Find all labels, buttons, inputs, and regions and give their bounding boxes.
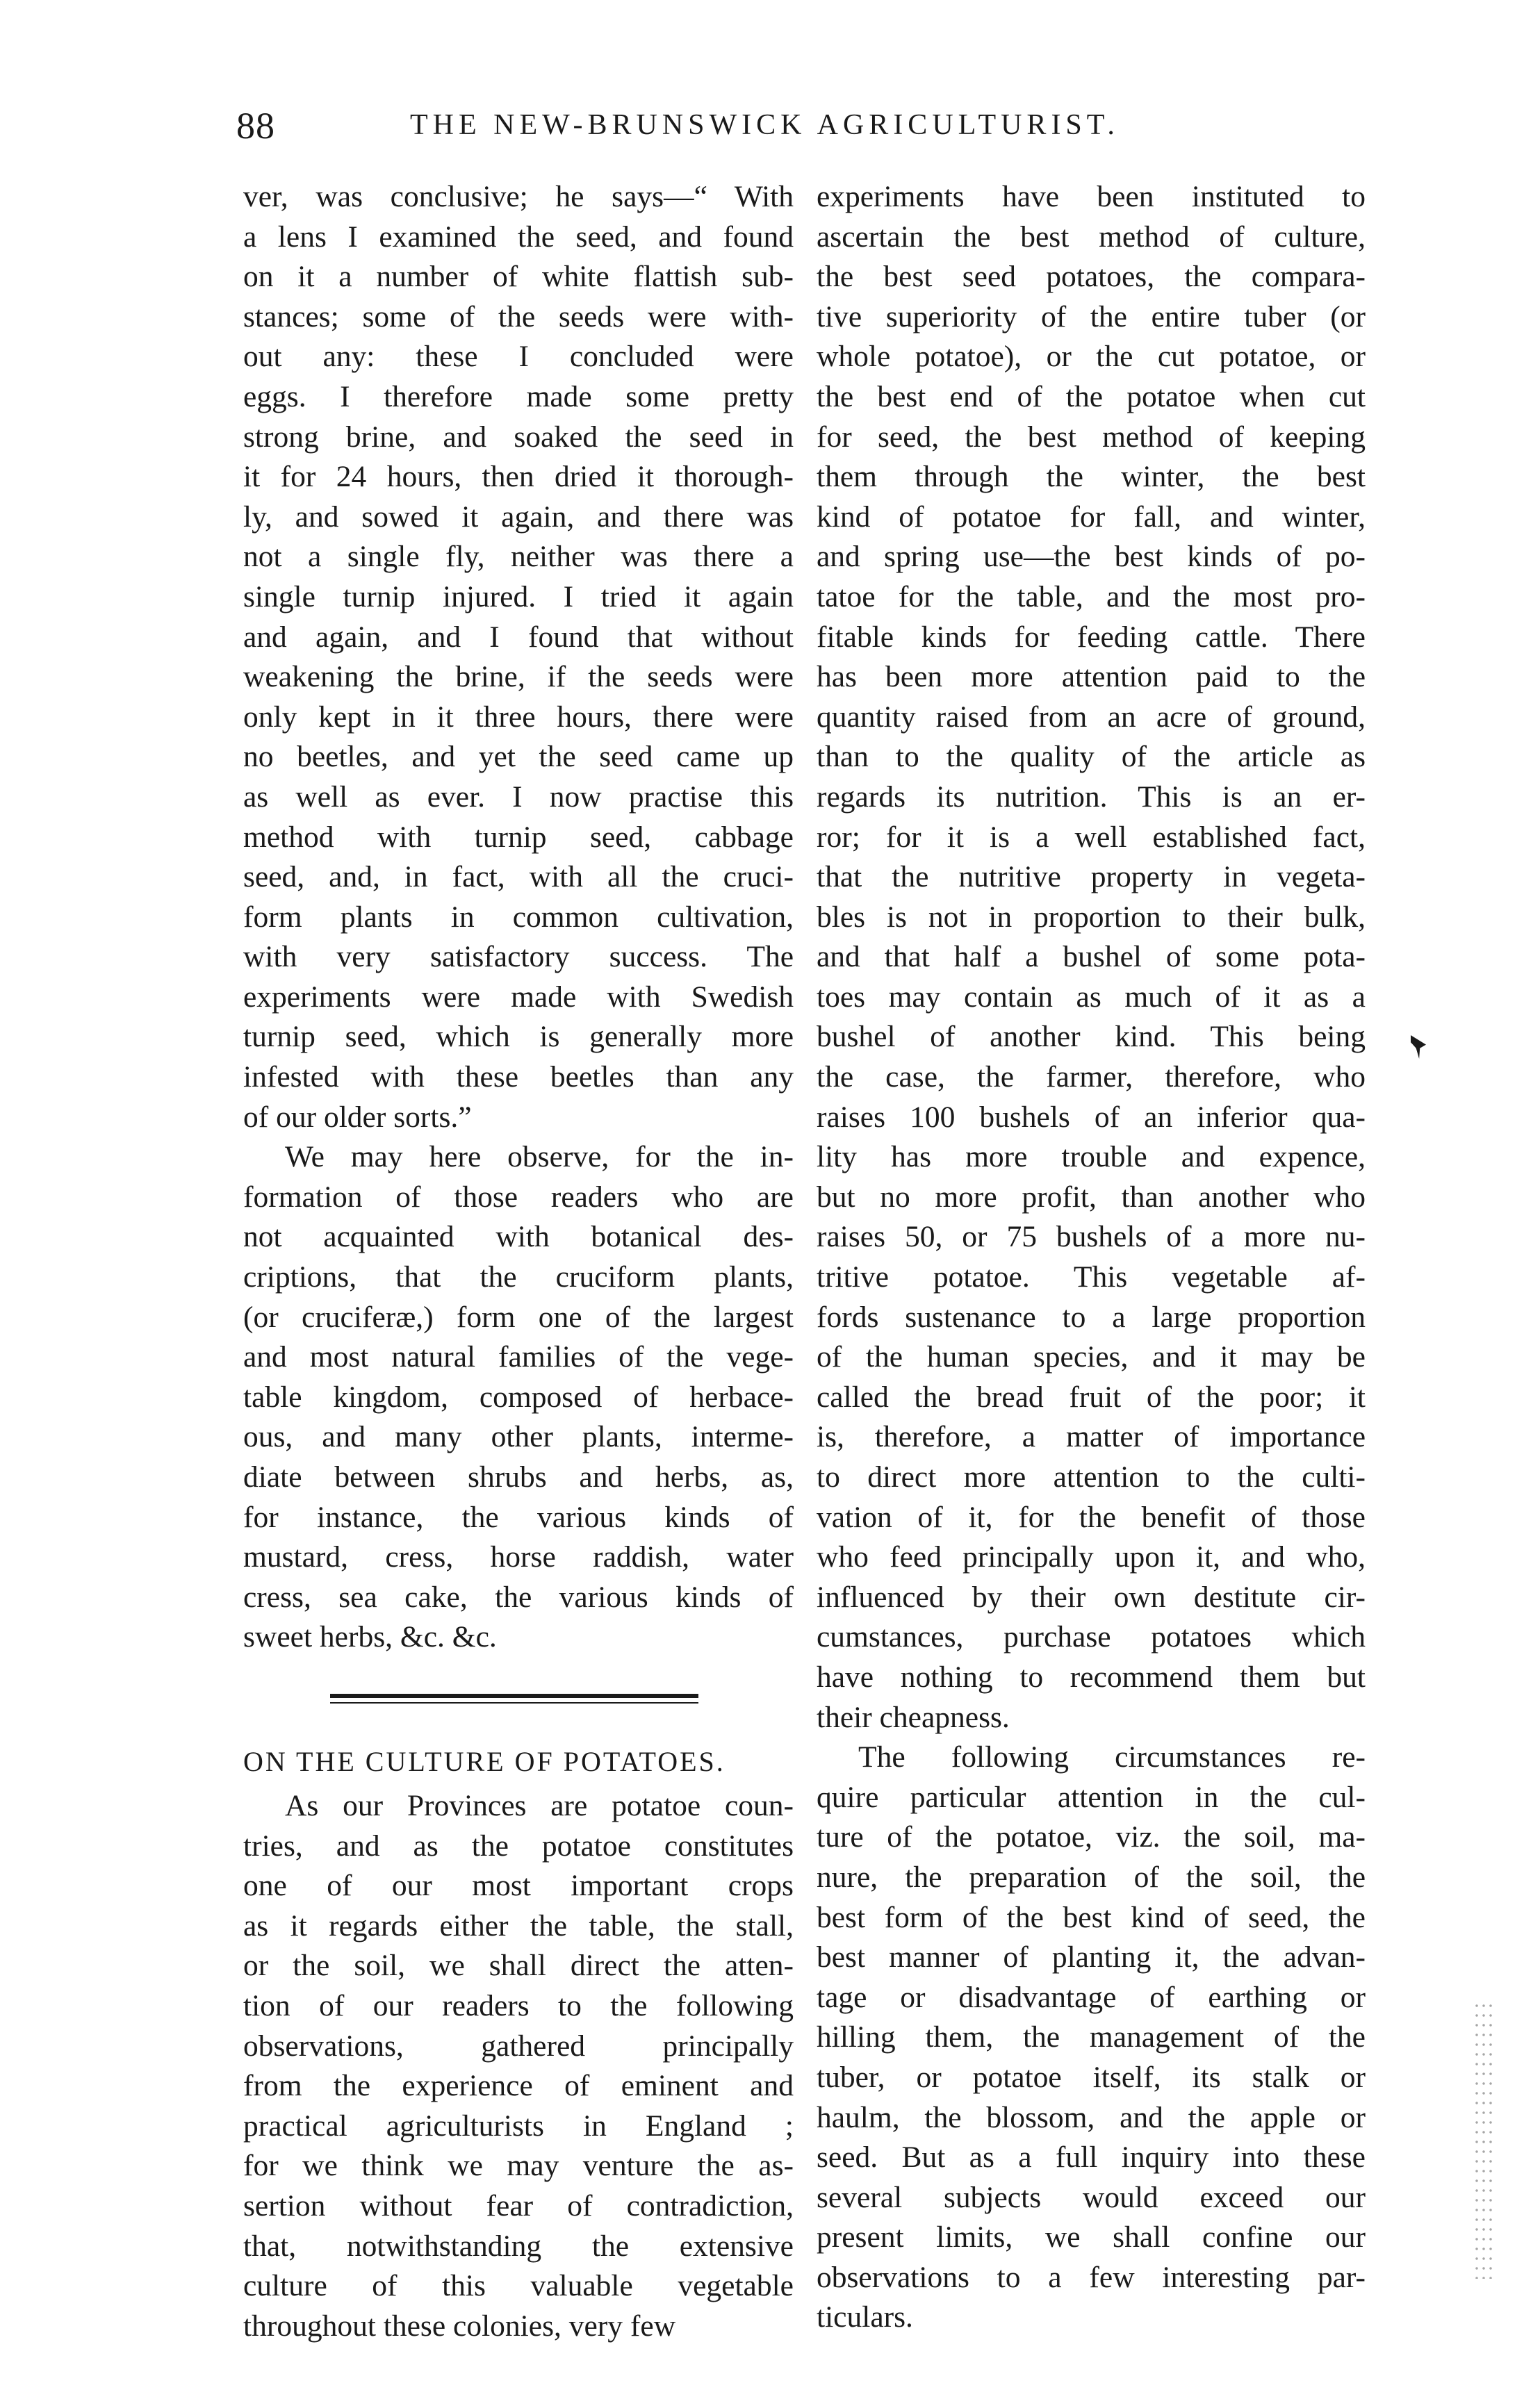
text-line: quantity raised from an acre of ground, — [817, 700, 1366, 734]
text-line: We may here observe, for the in- — [285, 1140, 794, 1174]
text-line: toes may contain as much of it as a — [817, 980, 1366, 1014]
text-line: the best seed potatoes, the compara- — [817, 260, 1366, 294]
text-line: ly, and sowed it again, and there was — [243, 500, 794, 534]
cruciform-note-paragraph — [243, 1137, 794, 1658]
text-line: formation of those readers who are — [243, 1180, 794, 1214]
section-divider — [243, 1658, 794, 1738]
text-line: The following circumstances re- — [858, 1740, 1366, 1774]
text-line: not acquainted with botanical des- — [243, 1220, 794, 1254]
text-line: ous, and many other plants, interme- — [243, 1420, 794, 1454]
text-line: culture of this valuable vegetable — [243, 2269, 794, 2303]
text-line: the case, the farmer, therefore, who — [817, 1060, 1366, 1094]
text-line: tage or disadvantage of earthing or — [817, 1980, 1366, 2014]
text-line: bles is not in proportion to their bulk, — [817, 900, 1366, 934]
text-line: only kept in it three hours, there were — [243, 700, 794, 734]
text-line: throughout these colonies, very few — [243, 2309, 676, 2343]
text-line: out any: these I concluded were — [243, 340, 794, 374]
text-line: observations, gathered principally — [243, 2029, 794, 2063]
text-line: cumstances, purchase potatoes which — [817, 1620, 1366, 1654]
text-line: to direct more attention to the culti- — [817, 1460, 1366, 1494]
text-line: stances; some of the seeds were with- — [243, 299, 794, 333]
text-line: vation of it, for the benefit of those — [817, 1500, 1366, 1534]
text-line: kind of potatoe for fall, and winter, — [817, 500, 1366, 534]
text-line: their cheapness. — [817, 1700, 1010, 1734]
text-line: fitable kinds for feeding cattle. There — [817, 620, 1366, 654]
text-line: and again, and I found that without — [243, 620, 794, 654]
text-line: fords sustenance to a large proportion — [817, 1300, 1366, 1334]
text-line: method with turnip seed, cabbage — [243, 820, 794, 854]
text-line: and spring use—the best kinds of po- — [817, 540, 1366, 574]
text-line: best manner of planting it, the advan- — [817, 1940, 1366, 1974]
text-line: best form of the best kind of seed, the — [817, 1900, 1366, 1934]
text-line: ascertain the best method of culture, — [817, 220, 1366, 254]
text-line: have nothing to recommend them but — [817, 1660, 1366, 1694]
text-line: one of our most important crops — [243, 1869, 794, 1903]
text-line: that, notwithstanding the extensive — [243, 2229, 794, 2263]
text-line: as well as ever. I now practise this — [243, 780, 794, 814]
margin-specks — [1473, 2001, 1494, 2279]
text-line: diate between shrubs and herbs, as, — [243, 1460, 794, 1494]
text-line: nure, the preparation of the soil, the — [817, 1860, 1366, 1894]
text-line: practical agriculturists in England ; — [243, 2109, 794, 2143]
potatoes-paragraph-2 — [817, 1738, 1366, 2338]
text-line: that the nutritive property in vegeta- — [817, 860, 1366, 894]
text-line: for instance, the various kinds of — [243, 1500, 794, 1534]
text-line: table kingdom, composed of herbace- — [243, 1380, 794, 1414]
text-line: the best end of the potatoe when cut — [817, 379, 1366, 413]
text-line: bushel of another kind. This being — [817, 1020, 1366, 1054]
text-line: ver, was conclusive; he says—“ With — [243, 180, 794, 213]
text-line: sertion without fear of contradiction, — [243, 2188, 794, 2223]
text-line: regards its nutrition. This is an er- — [817, 780, 1366, 814]
continued-quote-paragraph — [243, 177, 794, 1137]
left-column — [243, 177, 794, 2346]
text-line: ror; for it is a well established fact, — [817, 820, 1366, 854]
text-line: infested with these beetles than any — [243, 1060, 794, 1094]
text-line: experiments have been instituted to — [817, 180, 1366, 213]
text-line: several subjects would exceed our — [817, 2180, 1366, 2214]
text-line: as it regards either the table, the stall, — [243, 1908, 794, 1943]
text-line: strong brine, and soaked the seed in — [243, 420, 794, 454]
text-line: of the human species, and it may be — [817, 1340, 1366, 1374]
text-line: raises 100 bushels of an inferior qua- — [817, 1100, 1366, 1134]
text-line: influenced by their own destitute cir- — [817, 1580, 1366, 1614]
right-column — [817, 177, 1366, 2338]
divider-rule-thick — [330, 1694, 698, 1698]
text-line: cress, sea cake, the various kinds of — [243, 1580, 794, 1614]
running-title: THE NEW-BRUNSWICK AGRICULTURIST. — [410, 109, 1120, 141]
text-line: seed. But as a full inquiry into these — [817, 2141, 1366, 2175]
text-line: tion of our readers to the following — [243, 1988, 794, 2022]
text-line: tive superiority of the entire tuber (or — [817, 299, 1366, 333]
text-line: it for 24 hours, then dried it thorough- — [243, 460, 794, 494]
text-line: is, therefore, a matter of importance — [817, 1420, 1366, 1454]
text-line: observations to a few interesting par- — [817, 2260, 1366, 2294]
text-line: hilling them, the management of the — [817, 2020, 1366, 2054]
text-line: (or cruciferæ,) form one of the largest — [243, 1300, 794, 1334]
text-line: and most natural families of the vege- — [243, 1340, 794, 1374]
text-line: tritive potatoe. This vegetable af- — [817, 1260, 1366, 1294]
margin-ink-mark — [1411, 1035, 1426, 1059]
text-line: ture of the potatoe, viz. the soil, ma- — [817, 1820, 1366, 1854]
text-line: no beetles, and yet the seed came up — [243, 740, 794, 774]
text-line: them through the winter, the best — [817, 460, 1366, 494]
potatoes-intro-paragraph — [243, 1786, 794, 2346]
text-line: sweet herbs, &c. &c. — [243, 1620, 497, 1654]
divider-rule-thin — [330, 1702, 698, 1704]
text-line: eggs. I therefore made some pretty — [243, 379, 794, 413]
text-line: not a single fly, neither was there a — [243, 540, 794, 574]
text-line: ticulars. — [817, 2300, 913, 2334]
text-line: quire particular attention in the cul- — [817, 1780, 1366, 1814]
text-line: a lens I examined the seed, and found — [243, 220, 794, 254]
text-line: and that half a bushel of some pota- — [817, 940, 1366, 974]
text-line: mustard, cress, horse raddish, water — [243, 1540, 794, 1574]
text-line: for we think we may venture the as- — [243, 2149, 794, 2183]
text-line: raises 50, or 75 bushels of a more nu- — [817, 1220, 1366, 1254]
text-line: called the bread fruit of the poor; it — [817, 1380, 1366, 1414]
section-heading: ON THE CULTURE OF POTATOES. — [243, 1745, 726, 1777]
text-line: tries, and as the potatoe constitutes — [243, 1829, 794, 1863]
page-header — [236, 104, 1362, 160]
text-line: weakening the brine, if the seeds were — [243, 660, 794, 694]
page-number: 88 — [236, 105, 275, 147]
text-line: for seed, the best method of keeping — [817, 420, 1366, 454]
text-line: than to the quality of the article as — [817, 740, 1366, 774]
text-line: seed, and, in fact, with all the cruci- — [243, 860, 794, 894]
text-line: As our Provinces are potatoe coun- — [285, 1788, 794, 1822]
text-line: criptions, that the cruciform plants, — [243, 1260, 794, 1294]
text-line: tatoe for the table, and the most pro- — [817, 579, 1366, 613]
text-line: whole potatoe), or the cut potatoe, or — [817, 340, 1366, 374]
text-line: of our older sorts.” — [243, 1100, 472, 1134]
text-line: turnip seed, which is generally more — [243, 1020, 794, 1054]
text-line: who feed principally upon it, and who, — [817, 1540, 1366, 1574]
text-line: form plants in common cultivation, — [243, 900, 794, 934]
text-line: experiments were made with Swedish — [243, 980, 794, 1014]
text-line: with very satisfactory success. The — [243, 940, 794, 974]
text-line: from the experience of eminent and — [243, 2069, 794, 2103]
text-line: present limits, we shall confine our — [817, 2220, 1366, 2254]
text-line: single turnip injured. I tried it again — [243, 579, 794, 613]
text-line: on it a number of white flattish sub- — [243, 260, 794, 294]
text-line: but no more profit, than another who — [817, 1180, 1366, 1214]
text-line: has been more attention paid to the — [817, 660, 1366, 694]
text-line: or the soil, we shall direct the atten- — [243, 1949, 794, 1983]
text-line: haulm, the blossom, and the apple or — [817, 2100, 1366, 2134]
potatoes-paragraph-1 — [817, 177, 1366, 1738]
text-line: lity has more trouble and expence, — [817, 1140, 1366, 1174]
text-line: tuber, or potatoe itself, its stalk or — [817, 2060, 1366, 2094]
